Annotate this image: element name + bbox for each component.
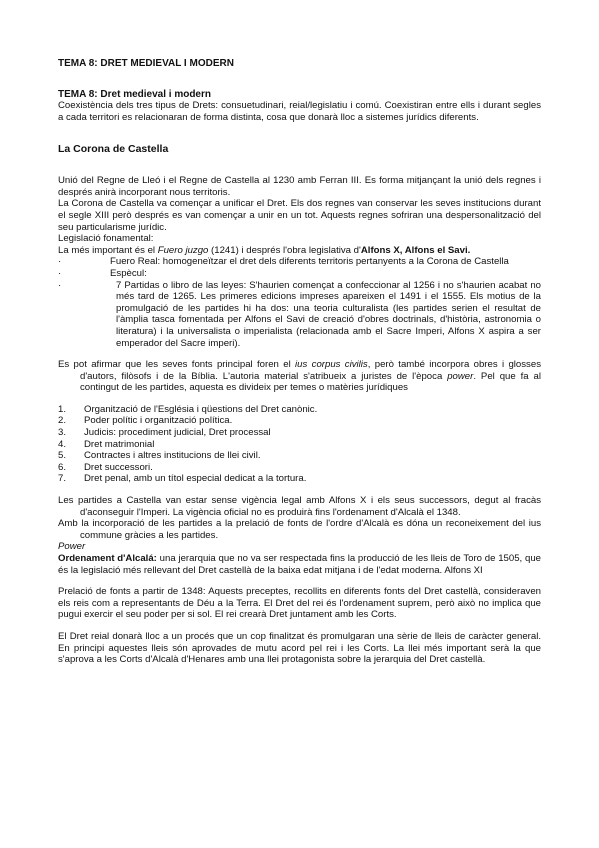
topic-text: Poder polític i organització política. xyxy=(84,415,233,427)
topic-text: Judicis: procediment judicial, Dret processal xyxy=(84,427,271,439)
topic-list-item xyxy=(58,439,541,451)
document-title: TEMA 8: DRET MEDIEVAL I MODERN xyxy=(58,58,234,69)
topic-list-item xyxy=(58,462,541,474)
legislation-bullet-list xyxy=(58,256,541,349)
paragraph-vigencia: Les partides a Castella van estar sense vigència legal amb Alfons X i els seus successors, degut al fracàs d'aconseguir l'Imperi. La vigència oficial no es produirà fins l'ordenament d'Alcalà el 1348. xyxy=(58,495,541,518)
topic-number: 3. xyxy=(58,427,67,439)
paragraph-sources: Es pot afirmar que les seves fonts principal foren el ius corpus civilis, però també incorpora obres i glosses d'autors, filòsofs i de la Bíblia. L'autoria material s'atribueix a juristes de l'època power. Pel que fa al contingut de les partides, aquesta es divideix per temes o matèries jurídiques xyxy=(58,359,542,394)
topic-list-item xyxy=(58,415,541,427)
topic-number: 1. xyxy=(58,403,67,415)
topic-number: 2. xyxy=(58,415,67,427)
partidas-topic-list xyxy=(58,404,541,485)
topic-text: Dret matrimonial xyxy=(84,438,155,450)
topic-number: 4. xyxy=(58,438,67,450)
paragraph-prelacio: Prelació de fonts a partir de 1348: Aquests preceptes, recollits en diferents fonts del Dret castellà, consideraven els reis com a representants de Déu a la Terra. El Dret del rei és l'ordenament suprem, però això no implica que pugui exercir el seu poder per si sol. El rei crearà Dret juntament amb les Corts. xyxy=(58,586,541,621)
bullet-especul: · Espècul: xyxy=(58,268,541,280)
section-title: TEMA 8: Dret medieval i modern xyxy=(58,89,211,100)
paragraph-legislation-label: Legislació fonamental: xyxy=(58,233,154,245)
topic-text: Contractes i altres institucions de llei civil. xyxy=(84,450,261,462)
paragraph-most-important: La més important és el Fuero juzgo (1241) i després l'obra legislativa d'Alfons X, Alfons el Savi. xyxy=(58,244,471,256)
topic-text: Dret successori. xyxy=(84,461,153,473)
intro-paragraph: Coexistència dels tres tipus de Drets: consuetudinari, reial/legislatiu i comú. Coexistiran entre ells i durant segles a cada territori es relacionaran de forma distinta, cosa que donarà lloc a sistemes jurídics diferents. xyxy=(58,100,541,123)
topic-list-item xyxy=(58,404,541,416)
paragraph-unification: La Corona de Castella va començar a unificar el Dret. Els dos regnes van conservar les seves institucions durant el segle XIII però després es van començar a unir en un tot. Aquests regnes sofriran una despersonalització del seu particularisme jurídic. xyxy=(58,198,541,233)
topic-list-item xyxy=(58,473,541,485)
topic-text: Dret penal, amb un títol especial dedicat a la tortura. xyxy=(84,473,307,485)
topic-number: 6. xyxy=(58,461,67,473)
bullet-fuero-real: · Fuero Real: homogeneïtzar el dret dels diferents territoris pertanyents a la Corona de Castella xyxy=(58,256,541,268)
paragraph-ordenament: Ordenament d'Alcalá: una jerarquia que no va ser respectada fins la producció de les lleis de Toro de 1505, que és la legislació més rellevant del Dret castellà de la baixa edat mitjana i de l'edat moderna. Alfons XI xyxy=(58,553,541,576)
topic-text: Organització de l'Església i qüestions del Dret canònic. xyxy=(84,403,318,415)
paragraph-union: Unió del Regne de Lleó i el Regne de Castella al 1230 amb Ferran III. Es forma mitjançant la unió dels regnes i després anirà incorporant nous territoris. xyxy=(58,175,541,198)
topic-number: 7. xyxy=(58,473,67,485)
paragraph-dret-reial: El Dret reial donarà lloc a un procés que un cop finalitzat és promulgaran una sèrie de lleis de caràcter general. En principi aquestes lleis són aprovades de mutu acord pel rei i les Corts. La llei més important serà la que s'aprova a les Corts d'Alcalà d'Henares amb una llei protagonista sobre la jerarquia del Dret castellà. xyxy=(58,630,541,666)
subtitle-corona-castella: La Corona de Castella xyxy=(58,143,169,156)
paragraph-power: Power xyxy=(58,541,86,553)
paragraph-incorporation: Amb la incorporació de les partides a la prelació de fonts de l'ordre d'Alcalà es dóna un reconeixement del ius commune gràcies a les partides. xyxy=(58,518,541,541)
bullet-partidas: · 7 Partidas o libro de las leyes: S'haurien començat a confeccionar al 1256 i no s'haurien acabat no més tard de 1265. Les primeres edicions impreses apareixen el 1491 i el 1555. Els motius de la promulgació de les partides hi ha dos: una teoria culturalista (les partides serien el resultat de l'àmplia tasca fomentada per Alfons el Savi de creació d'obres doctrinals, d'història, astronomia o literatura) i la universalista o imperialista (relacionada amb el Sacre Imperi, Alfons X aspira a ser emperador del Sacre imperi). xyxy=(58,280,541,350)
topic-list-item xyxy=(58,450,541,462)
topic-number: 5. xyxy=(58,450,67,462)
topic-list-item xyxy=(58,427,541,439)
